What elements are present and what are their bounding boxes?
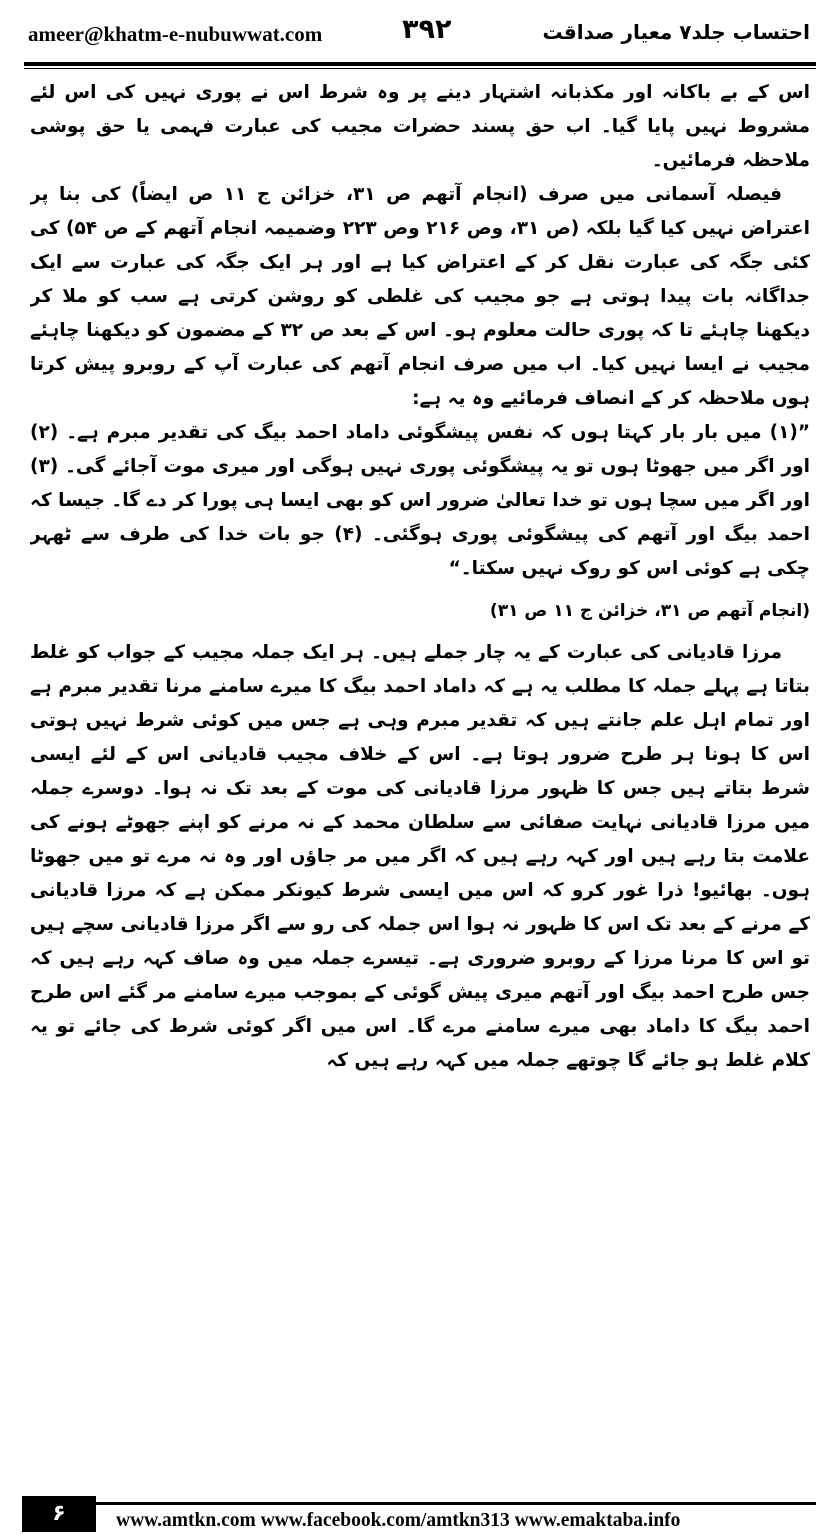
page-header <box>24 14 816 58</box>
book-title: احتساب جلد۷ معیار صداقت <box>542 20 810 44</box>
footer-rule <box>96 1502 816 1505</box>
paragraph-2: فیصلہ آسمانی میں صرف (انجام آتھم ص ۳۱، خزائن ج ۱۱ ص ایضاً) کی بنا پر اعتراض نہیں کیا گیا بلکہ (ص ۳۱، وص ۲۱۶ وص ۲۲۳ وضمیمہ انجام آتھم کے ص ۵۴) کی کئی جگہ کی عبارت نقل کر کے اعتراض کیا ہے اور ہر ایک جگہ کی عبارت سے ایک جداگانہ بات پیدا ہوتی ہے جو مجیب کی غلطی کو روشن کرتی ہے سب کو ملا کر دیکھنا چاہئے تا کہ پوری حالت معلوم ہو۔ اس کے بعد ص ۳۲ کے مضمون کو دیکھنا چاہئے مجیب نے ایسا نہیں کیا۔ اب میں صرف انجام آتھم کی عبارت آپ کے روبرو پیش کرتا ہوں ملاحظہ کر کے انصاف فرمائیے وہ یہ ہے: <box>30 184 810 409</box>
email-address: ameer@khatm-e-nubuwwat.com <box>28 22 323 46</box>
quoted-passage: ”(۱) میں بار بار کہتا ہوں کہ نفس پیشگوئی داماد احمد بیگ کی تقدیر مبرم ہے۔ (۲) اور اگر میں جھوٹا ہوں تو یہ پیشگوئی پوری نہیں ہوگی اور میری موت آجائے گی۔ (۳) اور اگر میں سچا ہوں تو خدا تعالیٰ ضرور اس کو بھی ایسا ہی پورا کر دے گا۔ جیسا کہ احمد بیگ اور آتھم کی پیشگوئی پوری ہوگئی۔ (۴) جو بات خدا کی طرف سے ٹھہر چکی ہے کوئی اس کو روک نہیں سکتا۔“ <box>30 422 810 579</box>
paragraph-1: اس کے بے باکانہ اور مکذبانہ اشتہار دینے پر وہ شرط اس نے پوری نہیں کی اس لئے مشروط نہیں پایا گیا۔ اب حق پسند حضرات مجیب کی عبارت فہمی یا حق پوشی ملاحظہ فرمائیں۔ <box>30 82 810 171</box>
header-rule-thick <box>24 62 816 66</box>
header-rule-thin <box>24 68 816 69</box>
quote-reference: (انجام آتھم ص ۳۱، خزائن ج ۱۱ ص ۳۱) <box>489 601 810 621</box>
page-body <box>30 76 810 1481</box>
page-footer <box>0 1496 840 1540</box>
footer-urls: www.amtkn.com www.facebook.com/amtkn313 www.emaktaba.info <box>116 1510 681 1531</box>
sheet-number-box: ۶ <box>22 1496 96 1532</box>
paragraph-3: مرزا قادیانی کی عبارت کے یہ چار جملے ہیں۔ ہر ایک جملہ مجیب کے جواب کو غلط بتاتا ہے پہلے جملہ کا مطلب یہ ہے کہ داماد احمد بیگ کا میرے سامنے مرنا تقدیر مبرم ہے اور تمام اہل علم جانتے ہیں کہ تقدیر مبرم وہی ہے جس میں کوئی شرط نہیں ہوتی اس کا ہونا ہر طرح ضرور ہوتا ہے۔ اس کے خلاف مجیب قادیانی اس کے لئے ایسی شرط بتاتے ہیں جس کا ظہور مرزا قادیانی کی موت کے بعد تک نہ ہوا۔ دوسرے جملہ میں مرزا قادیانی نہایت صفائی سے سلطان محمد کے نہ مرنے کو اپنے جھوٹے ہونے کی علامت بتا رہے ہیں اور کہہ رہے ہیں کہ اگر میں مر جاؤں اور وہ نہ مرے تو میں جھوٹا ہوں۔ بھائیو! ذرا غور کرو کہ اس میں ایسی شرط کیونکر ممکن ہے کہ مرزا قادیانی کے مرنے کے بعد تک اس کا ظہور نہ ہوا اس جملہ کی رو سے اگر مرزا قادیانی سچے ہیں تو اس کا مرنا مرزا کے روبرو ضروری ہے۔ تیسرے جملہ میں وہ صاف کہہ رہے ہیں کہ جس طرح احمد بیگ اور آتھم میری پیش گوئی کے بموجب میرے سامنے مر گئے اس طرح احمد بیگ کا داماد بھی میرے سامنے مرے گا۔ اس میں اگر کوئی شرط کی جائے تو یہ کلام غلط ہو جائے گا چوتھے جملہ میں کہہ رہے ہیں کہ <box>30 642 810 1071</box>
page-number: ٣٩٢ <box>402 14 452 45</box>
